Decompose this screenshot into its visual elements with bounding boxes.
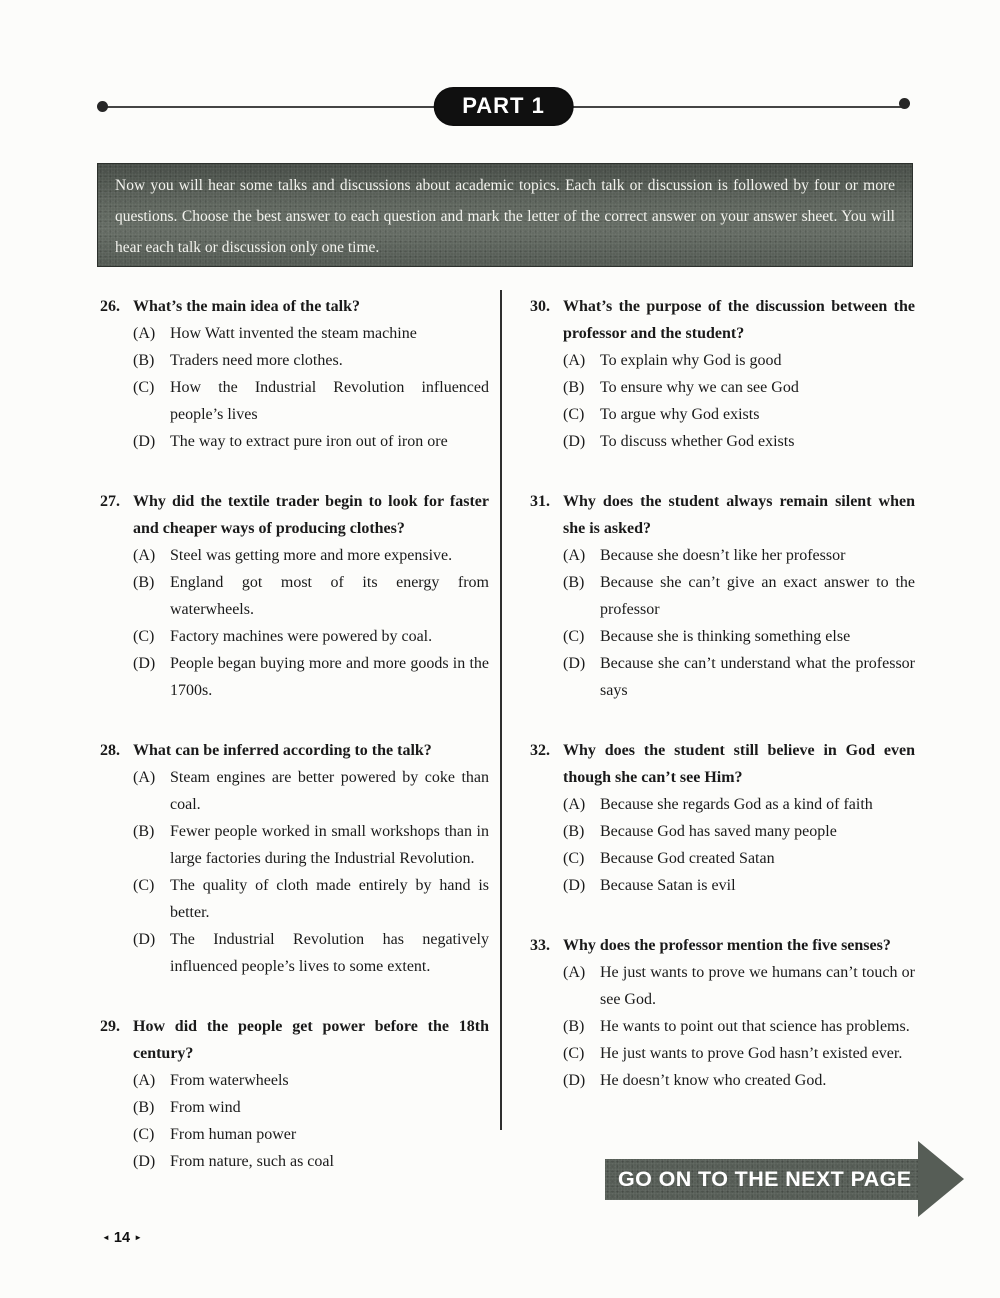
option-text: To explain why God is good	[600, 352, 782, 369]
option-text: Because God has saved many people	[600, 823, 837, 840]
question-block	[530, 737, 915, 899]
answer-option	[530, 845, 915, 872]
question-text: Why does the professor mention the five senses?	[563, 937, 891, 954]
answer-option	[100, 1121, 489, 1148]
option-label: (A)	[563, 352, 586, 369]
option-text: He just wants to prove God hasn’t existed ever.	[600, 1045, 903, 1062]
question-text: Why does the student still believe in God even though she can’t see Him?	[563, 742, 915, 786]
answer-option	[530, 872, 915, 899]
question-number: 33.	[530, 937, 550, 954]
question-number: 27.	[100, 493, 120, 510]
page-number-footer	[102, 1230, 142, 1246]
question-text: Why does the student always remain silent when she is asked?	[563, 493, 915, 537]
question-number: 30.	[530, 298, 550, 315]
option-label: (D)	[133, 931, 156, 948]
option-label: (D)	[133, 1153, 156, 1170]
option-label: (A)	[133, 325, 156, 342]
option-label: (B)	[563, 823, 585, 840]
option-label: (C)	[133, 628, 155, 645]
option-label: (B)	[563, 574, 585, 591]
option-label: (A)	[133, 1072, 156, 1089]
question-block	[100, 1013, 489, 1175]
questions-column-right	[530, 293, 915, 1127]
answer-option	[530, 374, 915, 401]
answer-option	[530, 569, 915, 623]
option-label: (D)	[133, 655, 156, 672]
option-text: From waterwheels	[170, 1072, 289, 1089]
question-text: Why did the textile trader begin to look for faster and cheaper ways of producing clothes?	[133, 493, 489, 537]
column-divider-rule	[500, 290, 502, 1130]
option-text: He doesn’t know who created God.	[600, 1072, 827, 1089]
rule-endpoint-right-dot-icon	[899, 98, 910, 109]
option-label: (A)	[563, 964, 586, 981]
answer-option	[530, 1040, 915, 1067]
option-label: (D)	[563, 1072, 586, 1089]
option-label: (B)	[133, 352, 155, 369]
question-number: 31.	[530, 493, 550, 510]
answer-option	[100, 818, 489, 872]
option-label: (C)	[133, 379, 155, 396]
option-text: Because Satan is evil	[600, 877, 736, 894]
page-next-icon: ►	[134, 1233, 142, 1242]
option-text: The Industrial Revolution has negatively influenced people’s lives to some extent.	[170, 931, 489, 975]
question-text: How did the people get power before the 18th century?	[133, 1018, 489, 1062]
option-text: Steam engines are better powered by coke than coal.	[170, 769, 489, 813]
answer-option	[100, 623, 489, 650]
question-heading	[530, 488, 915, 542]
option-text: To ensure why we can see God	[600, 379, 799, 396]
option-label: (C)	[563, 850, 585, 867]
option-label: (D)	[563, 433, 586, 450]
option-label: (A)	[133, 769, 156, 786]
option-text: Because she can’t give an exact answer to the professor	[600, 574, 915, 618]
question-block	[530, 293, 915, 455]
option-label: (D)	[133, 433, 156, 450]
question-number: 29.	[100, 1018, 120, 1035]
option-label: (A)	[563, 547, 586, 564]
option-label: (B)	[133, 574, 155, 591]
go-on-next-page-banner	[605, 1141, 964, 1217]
option-text: He just wants to prove we humans can’t touch or see God.	[600, 964, 915, 1008]
option-label: (C)	[563, 1045, 585, 1062]
option-text: The quality of cloth made entirely by hand is better.	[170, 877, 489, 921]
answer-option	[100, 1094, 489, 1121]
question-text: What’s the purpose of the discussion between the professor and the student?	[563, 298, 915, 342]
option-label: (C)	[563, 628, 585, 645]
question-heading	[530, 737, 915, 791]
answer-option	[530, 623, 915, 650]
arrow-head-icon	[918, 1141, 964, 1217]
option-label: (C)	[133, 877, 155, 894]
option-text: From wind	[170, 1099, 241, 1116]
question-text: What’s the main idea of the talk?	[133, 298, 360, 315]
option-text: Steel was getting more and more expensive.	[170, 547, 453, 564]
option-label: (D)	[563, 655, 586, 672]
option-text: People began buying more and more goods in the 1700s.	[170, 655, 489, 699]
option-text: How the Industrial Revolution influenced people’s lives	[170, 379, 489, 423]
option-text: How Watt invented the steam machine	[170, 325, 417, 342]
answer-option	[100, 320, 489, 347]
answer-option	[100, 872, 489, 926]
answer-option	[530, 959, 915, 1013]
option-label: (A)	[563, 796, 586, 813]
answer-option	[100, 347, 489, 374]
question-block	[530, 932, 915, 1094]
answer-option	[530, 1013, 915, 1040]
option-text: From nature, such as coal	[170, 1153, 334, 1170]
answer-option	[530, 650, 915, 704]
question-heading	[100, 293, 489, 320]
option-label: (B)	[563, 379, 585, 396]
question-heading	[530, 932, 915, 959]
answer-option	[530, 542, 915, 569]
option-label: (B)	[133, 823, 155, 840]
option-text: Factory machines were powered by coal.	[170, 628, 433, 645]
option-text: Because God created Satan	[600, 850, 775, 867]
option-text: Because she regards God as a kind of faith	[600, 796, 873, 813]
answer-option	[100, 374, 489, 428]
option-label: (B)	[563, 1018, 585, 1035]
answer-option	[530, 401, 915, 428]
part-header-rule	[97, 93, 910, 121]
question-block	[530, 488, 915, 704]
option-text: To discuss whether God exists	[600, 433, 795, 450]
option-text: The way to extract pure iron out of iron ore	[170, 433, 448, 450]
page-prev-icon: ◄	[102, 1233, 110, 1242]
answer-option	[100, 428, 489, 455]
option-text: From human power	[170, 1126, 297, 1143]
option-text: He wants to point out that science has problems.	[600, 1018, 910, 1035]
answer-option	[100, 926, 489, 980]
question-heading	[100, 1013, 489, 1067]
option-text: England got most of its energy from waterwheels.	[170, 574, 489, 618]
answer-option	[100, 542, 489, 569]
question-block	[100, 293, 489, 455]
questions-column-left	[100, 293, 489, 1208]
part-title-badge: PART 1	[435, 89, 572, 124]
answer-option	[530, 818, 915, 845]
option-text: Because she is thinking something else	[600, 628, 851, 645]
option-text: To argue why God exists	[600, 406, 760, 423]
answer-option	[100, 650, 489, 704]
answer-option	[530, 428, 915, 455]
rule-endpoint-left-dot-icon	[97, 101, 108, 112]
option-text: Because she doesn’t like her professor	[600, 547, 846, 564]
question-number: 26.	[100, 298, 120, 315]
question-heading	[100, 737, 489, 764]
option-label: (D)	[563, 877, 586, 894]
answer-option	[530, 347, 915, 374]
answer-option	[100, 1067, 489, 1094]
answer-option	[530, 791, 915, 818]
option-label: (C)	[133, 1126, 155, 1143]
question-heading	[530, 293, 915, 347]
question-block	[100, 488, 489, 704]
option-text: Because she can’t understand what the professor says	[600, 655, 915, 699]
question-block	[100, 737, 489, 980]
option-label: (B)	[133, 1099, 155, 1116]
answer-option	[100, 1148, 489, 1175]
option-label: (A)	[133, 547, 156, 564]
option-label: (C)	[563, 406, 585, 423]
page-number: 14	[113, 1230, 131, 1246]
question-number: 28.	[100, 742, 120, 759]
question-text: What can be inferred according to the talk?	[133, 742, 432, 759]
instructions-box: Now you will hear some talks and discussions about academic topics. Each talk or discussion is followed by four or more questions. Choose the best answer to each question and mark the letter of the correct answer on your answer sheet. You will hear each talk or discussion only one time.	[97, 163, 913, 267]
question-heading	[100, 488, 489, 542]
answer-option	[100, 569, 489, 623]
answer-option	[530, 1067, 915, 1094]
answer-option	[100, 764, 489, 818]
option-text: Traders need more clothes.	[170, 352, 343, 369]
option-text: Fewer people worked in small workshops than in large factories during the Industrial Revolution.	[170, 823, 489, 867]
next-page-label: GO ON TO THE NEXT PAGE	[605, 1159, 918, 1200]
question-number: 32.	[530, 742, 550, 759]
